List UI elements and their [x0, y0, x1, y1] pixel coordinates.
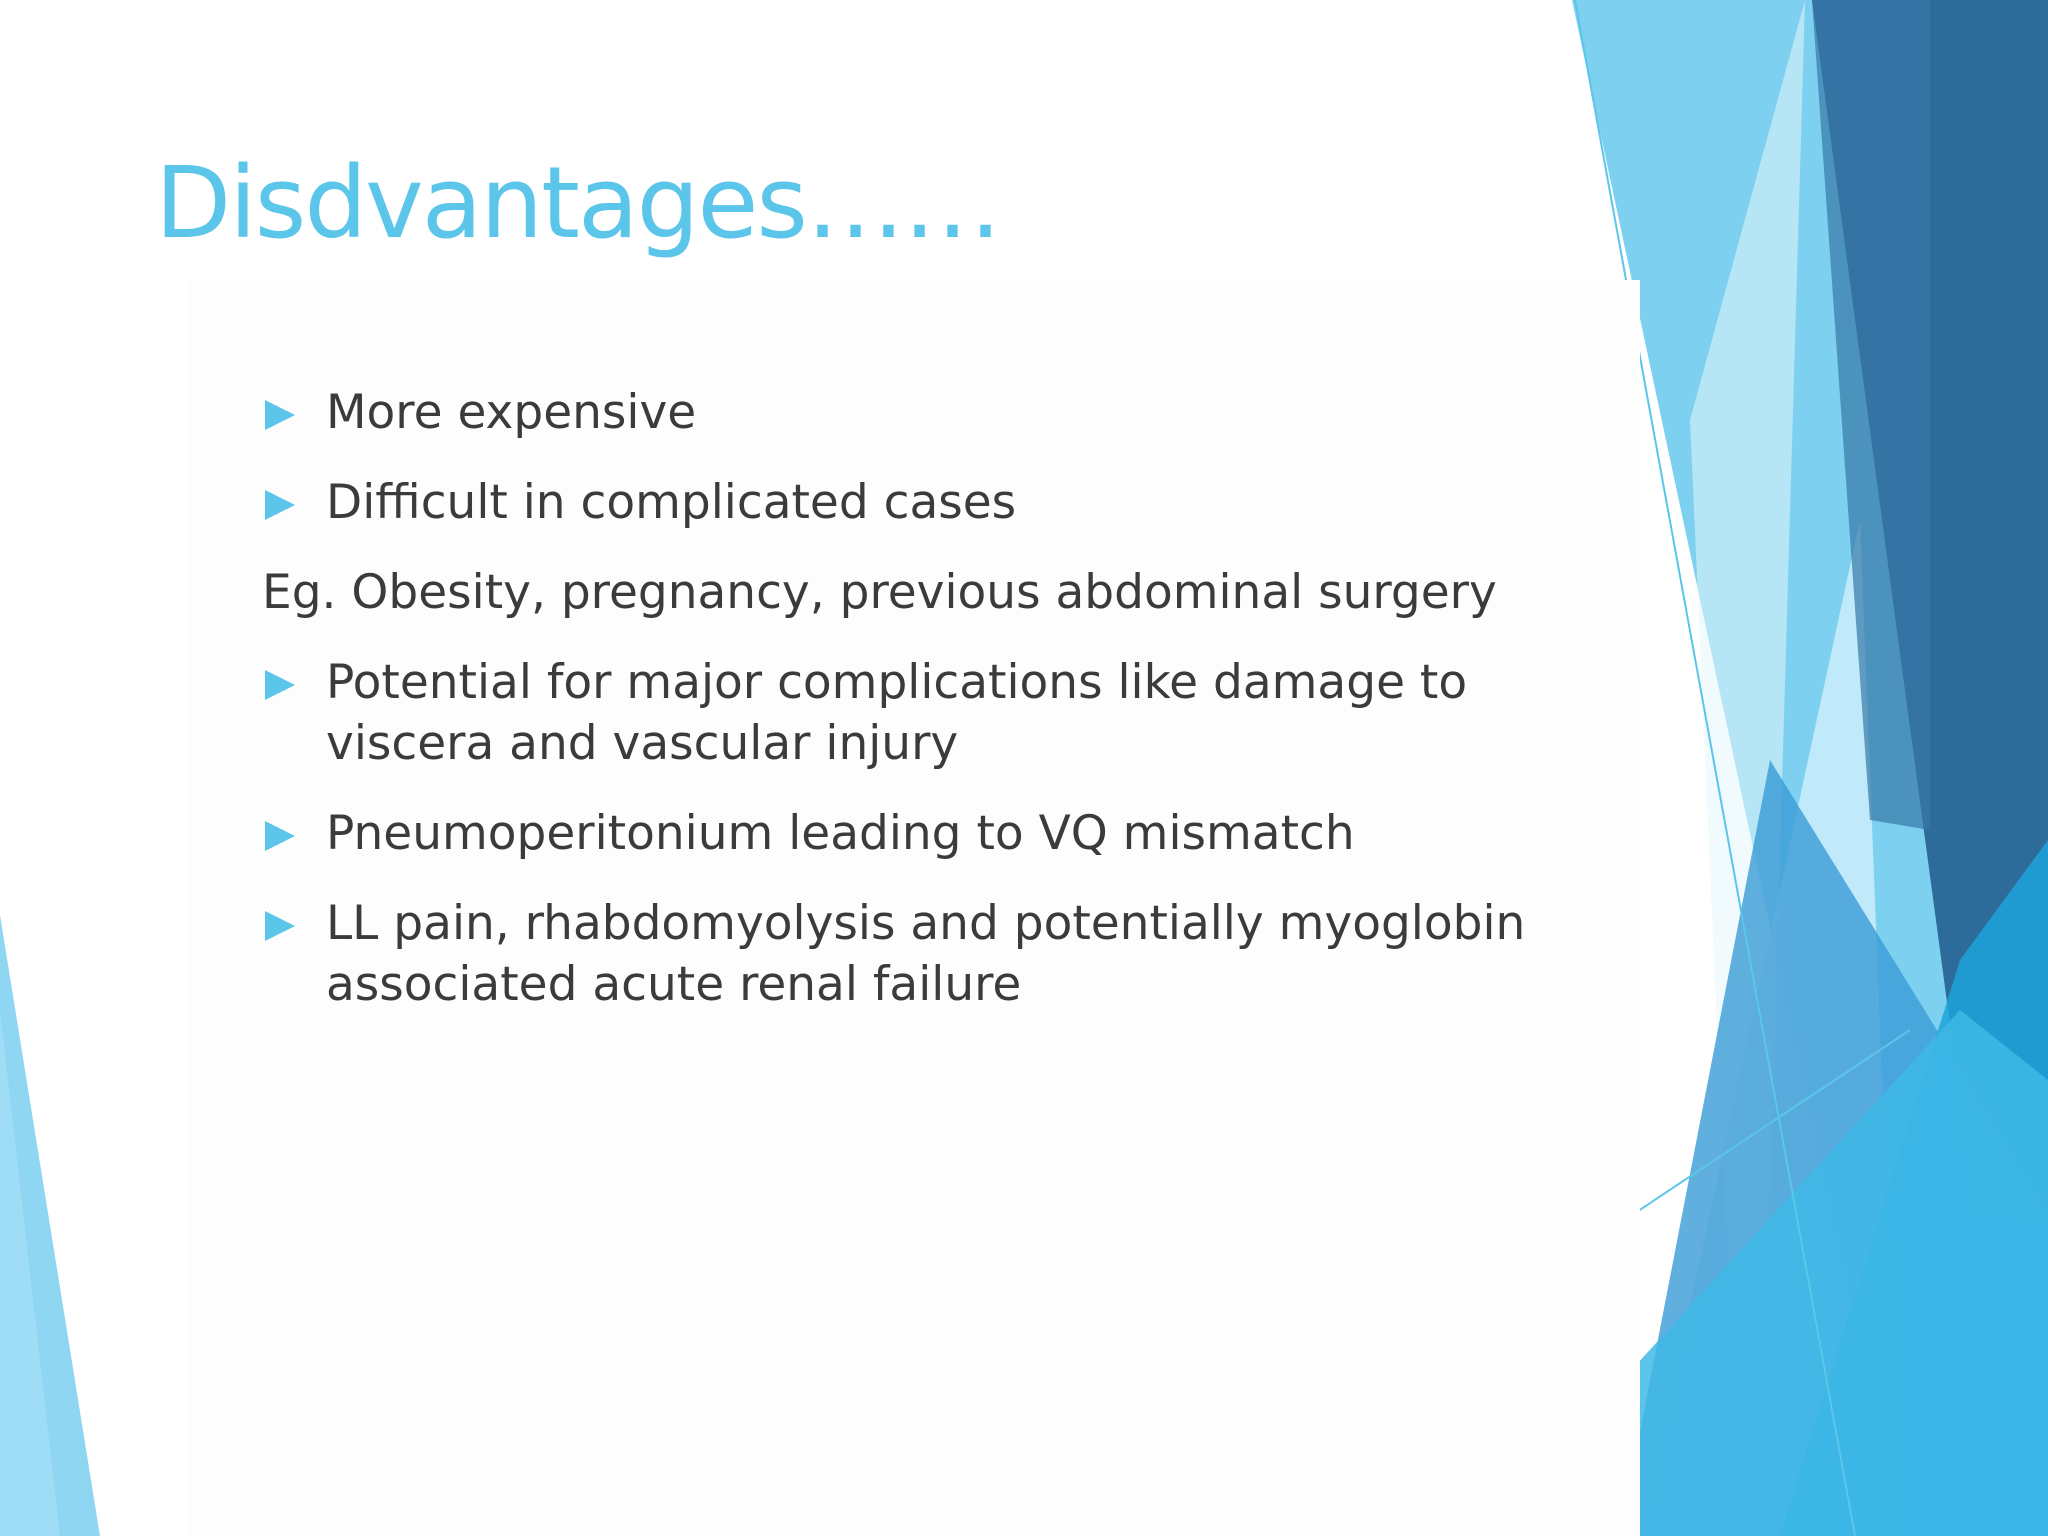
item-text: Difficult in complicated cases — [326, 475, 1017, 530]
slide-title: Disdvantages…… — [155, 146, 1000, 261]
triangle-bullet-icon — [265, 821, 295, 851]
bullet-item — [262, 803, 1562, 864]
triangle-bullet-icon — [265, 400, 295, 430]
bullet-item — [262, 472, 1562, 533]
item-text: Pneumoperitonium leading to VQ mismatch — [326, 806, 1355, 861]
bullet-item — [262, 382, 1562, 443]
triangle-bullet-icon — [265, 911, 295, 941]
triangle-bullet-icon — [265, 490, 295, 520]
item-text: Potential for major complications like damage to viscera and vascular injury — [326, 655, 1468, 771]
example-text — [262, 562, 1562, 623]
bullet-item — [262, 893, 1562, 1015]
item-text: Eg. Obesity, pregnancy, previous abdominal surgery — [262, 565, 1497, 620]
item-text: LL pain, rhabdomyolysis and potentially myoglobin associated acute renal failure — [326, 896, 1526, 1012]
bullet-item — [262, 652, 1562, 774]
item-text: More expensive — [326, 385, 697, 440]
triangle-bullet-icon — [265, 670, 295, 700]
bullet-list — [262, 382, 1562, 1015]
